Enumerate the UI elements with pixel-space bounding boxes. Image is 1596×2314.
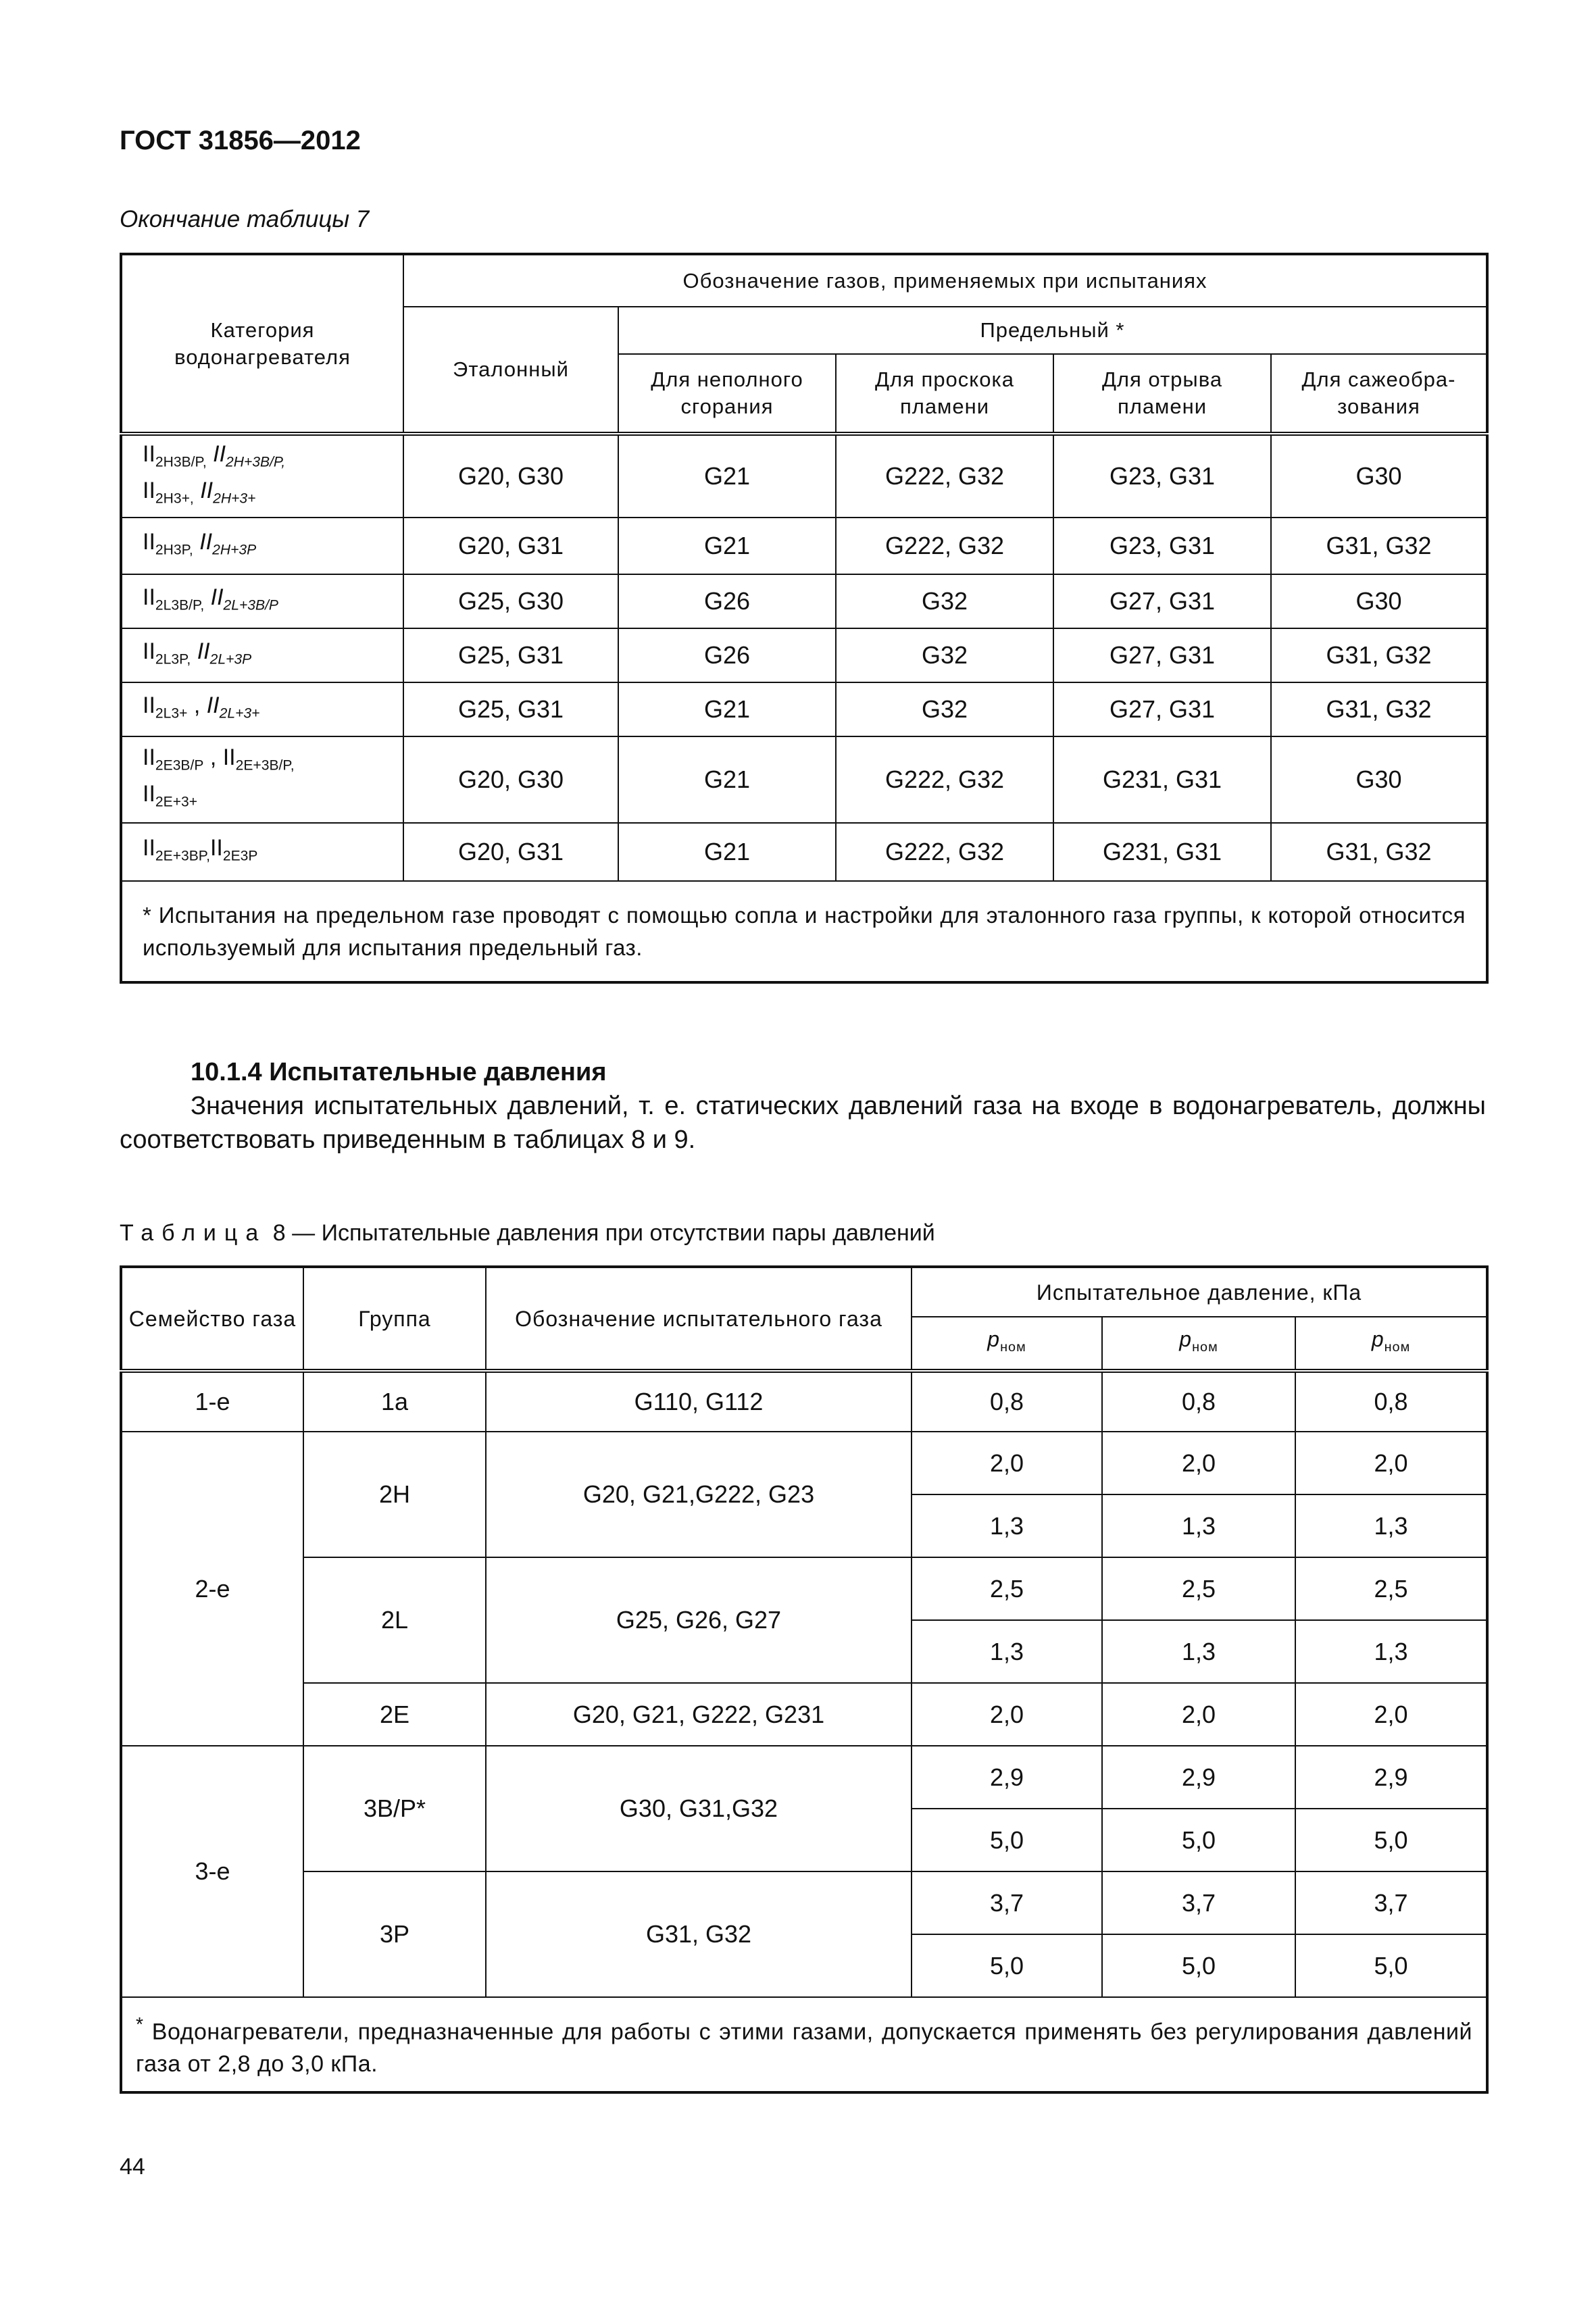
table-row — [121, 574, 1487, 628]
table7-liftoff-cell: G231, G31 — [1053, 736, 1271, 823]
table8-pressure-cell: 2,0 — [1295, 1683, 1487, 1746]
table8-pressure-cell: 2,9 — [1295, 1746, 1487, 1809]
table7-header-flashback: Для проскока пламени — [836, 354, 1053, 434]
table8-pressure-cell: 3,7 — [912, 1871, 1102, 1934]
table8-family-cell: 2-е — [121, 1432, 303, 1746]
table8-group-cell: 1a — [303, 1371, 486, 1432]
table8-gas-cell: G20, G21,G222, G23 — [486, 1432, 912, 1557]
table-row — [121, 823, 1487, 881]
table7-incomplete-cell: G21 — [618, 736, 836, 823]
table8-gas-cell: G25, G26, G27 — [486, 1557, 912, 1683]
table7-header-limit: Предельный * — [618, 307, 1487, 354]
table7-category-cell: $II_{2E3B/P}$ , $II_{2E+3B/P,}$ $II_{2E+3+}$ — [121, 736, 403, 823]
table8-pressure-cell: 2,0 — [912, 1432, 1102, 1494]
table7-category-cell: $II_{2L3P,}$ $II_{2L+3P}$ — [121, 628, 403, 682]
table8-pressure-cell: 5,0 — [912, 1934, 1102, 1997]
table-row — [121, 1371, 1487, 1432]
table7-header-liftoff: Для отрыва пламени — [1053, 354, 1271, 434]
table7-incomplete-cell: G21 — [618, 518, 836, 574]
table8-caption: Таблица 8 — Испытательные давления при отсутствии пары давлений — [120, 1220, 935, 1246]
table8-pressure-cell: 2,0 — [1102, 1683, 1295, 1746]
table7-liftoff-cell: G27, G31 — [1053, 628, 1271, 682]
table8-gas-cell: G20, G21, G222, G231 — [486, 1683, 912, 1746]
table8-pressure-cell: 2,5 — [912, 1557, 1102, 1620]
table8-pressure-cell: 1,3 — [912, 1620, 1102, 1683]
table7-category-cell: $II_{2H3P,}$ $II_{2H+3P}$ — [121, 518, 403, 574]
table8-pressure-cell: 2,5 — [1295, 1557, 1487, 1620]
table8-header-p-nom: $p_{ном}$ — [912, 1317, 1102, 1371]
table8-pressure-cell: 5,0 — [1102, 1809, 1295, 1871]
table7 — [120, 253, 1489, 984]
table7-incomplete-cell: G21 — [618, 823, 836, 881]
table7-header-reference: Эталонный — [403, 307, 618, 434]
table7-reference-cell: G20, G31 — [403, 823, 618, 881]
table7-reference-cell: G25, G31 — [403, 682, 618, 736]
table8-pressure-cell: 2,0 — [1102, 1432, 1295, 1494]
table7-incomplete-cell: G26 — [618, 574, 836, 628]
table7-liftoff-cell: G27, G31 — [1053, 574, 1271, 628]
table7-liftoff-cell: G23, G31 — [1053, 518, 1271, 574]
table7-soot-cell: G30 — [1271, 574, 1487, 628]
table8-header-p-nom: $p_{ном}$ — [1295, 1317, 1487, 1371]
table8-gas-cell: G110, G112 — [486, 1371, 912, 1432]
table8-pressure-cell: 1,3 — [912, 1494, 1102, 1557]
table7-category-cell: $II_{2L3+}$ , $II_{2L+3+}$ — [121, 682, 403, 736]
table8-pressure-cell: 2,9 — [1102, 1746, 1295, 1809]
table7-caption: Окончание таблицы 7 — [120, 206, 370, 232]
table8-pressure-cell: 5,0 — [912, 1809, 1102, 1871]
table8-pressure-cell: 2,9 — [912, 1746, 1102, 1809]
table7-header-soot: Для сажеобра-зования — [1271, 354, 1487, 434]
table-row — [121, 1746, 1487, 1809]
table7-flashback-cell: G32 — [836, 682, 1053, 736]
table7-header-gases: Обозначение газов, применяемых при испытаниях — [403, 254, 1487, 307]
table7-liftoff-cell: G231, G31 — [1053, 823, 1271, 881]
table8-group-cell: 2L — [303, 1557, 486, 1683]
table8-pressure-cell: 2,0 — [912, 1683, 1102, 1746]
table7-flashback-cell: G32 — [836, 574, 1053, 628]
table8-pressure-cell: 3,7 — [1295, 1871, 1487, 1934]
table7-soot-cell: G31, G32 — [1271, 682, 1487, 736]
table-row — [121, 1871, 1487, 1934]
table7-reference-cell: G20, G31 — [403, 518, 618, 574]
table7-incomplete-cell: G21 — [618, 434, 836, 518]
table7-flashback-cell: G32 — [836, 628, 1053, 682]
table-row — [121, 628, 1487, 682]
table8-footnote: * Водонагреватели, предназначенные для работы с этими газами, допускается применять без регулирования давлений газа от 2,8 до 3,0 кПа. — [121, 1997, 1487, 2092]
table7-reference-cell: G20, G30 — [403, 434, 618, 518]
table8-group-cell: 3P — [303, 1871, 486, 1997]
table8-pressure-cell: 2,5 — [1102, 1557, 1295, 1620]
table-row — [121, 1683, 1487, 1746]
table8-pressure-cell: 1,3 — [1102, 1494, 1295, 1557]
section-title: 10.1.4 Испытательные давления — [191, 1058, 607, 1086]
table8-header-family: Семейство газа — [121, 1267, 303, 1371]
table8 — [120, 1265, 1489, 2094]
table-row — [121, 1432, 1487, 1494]
table8-pressure-cell: 0,8 — [1295, 1371, 1487, 1432]
table8-pressure-cell: 0,8 — [912, 1371, 1102, 1432]
table8-pressure-cell: 5,0 — [1295, 1809, 1487, 1871]
table7-incomplete-cell: G26 — [618, 628, 836, 682]
table7-liftoff-cell: G23, G31 — [1053, 434, 1271, 518]
table7-header-category: Категория водонагревателя — [121, 254, 403, 434]
page-number: 44 — [120, 2154, 145, 2180]
table8-header-group: Группа — [303, 1267, 486, 1371]
table7-flashback-cell: G222, G32 — [836, 518, 1053, 574]
table8-pressure-cell: 1,3 — [1295, 1494, 1487, 1557]
table7-liftoff-cell: G27, G31 — [1053, 682, 1271, 736]
table8-pressure-cell: 1,3 — [1102, 1620, 1295, 1683]
table8-family-cell: 1-е — [121, 1371, 303, 1432]
table7-reference-cell: G20, G30 — [403, 736, 618, 823]
table7-soot-cell: G31, G32 — [1271, 628, 1487, 682]
table8-group-cell: 3B/P* — [303, 1746, 486, 1871]
table8-group-cell: 2E — [303, 1683, 486, 1746]
section-paragraph: Значения испытательных давлений, т. е. статических давлений газа на входе в водонагреватель, должны соответствовать приведенным в таблицах 8 и 9. — [120, 1092, 1486, 1154]
table7-header-incomplete: Для неполного сгорания — [618, 354, 836, 434]
table8-pressure-cell: 2,0 — [1295, 1432, 1487, 1494]
table7-category-cell: $II_{2H3B/P,}$ $II_{2H+3B/P,}$ $II_{2H3+,}$ $II_{2H+3+}$ — [121, 434, 403, 518]
table8-gas-cell: G30, G31,G32 — [486, 1746, 912, 1871]
table8-gas-cell: G31, G32 — [486, 1871, 912, 1997]
table8-pressure-cell: 5,0 — [1102, 1934, 1295, 1997]
table8-pressure-cell: 5,0 — [1295, 1934, 1487, 1997]
table8-header-pressure: Испытательное давление, кПа — [912, 1267, 1487, 1317]
table8-pressure-cell: 0,8 — [1102, 1371, 1295, 1432]
table7-soot-cell: G31, G32 — [1271, 823, 1487, 881]
table7-soot-cell: G30 — [1271, 736, 1487, 823]
table-row — [121, 434, 1487, 518]
table-row — [121, 518, 1487, 574]
table7-incomplete-cell: G21 — [618, 682, 836, 736]
table7-flashback-cell: G222, G32 — [836, 736, 1053, 823]
table7-soot-cell: G31, G32 — [1271, 518, 1487, 574]
table8-group-cell: 2H — [303, 1432, 486, 1557]
table8-header-p-nom: $p_{ном}$ — [1102, 1317, 1295, 1371]
table8-pressure-cell: 3,7 — [1102, 1871, 1295, 1934]
table-row — [121, 1557, 1487, 1620]
table7-reference-cell: G25, G30 — [403, 574, 618, 628]
table-row — [121, 682, 1487, 736]
table8-header-gas: Обозначение испытательного газа — [486, 1267, 912, 1371]
table7-flashback-cell: G222, G32 — [836, 434, 1053, 518]
table7-footnote: * Испытания на предельном газе проводят с помощью сопла и настройки для эталонного газа группы, к которой относится используемый для испытания предельный газ. — [121, 881, 1487, 982]
table7-flashback-cell: G222, G32 — [836, 823, 1053, 881]
table8-pressure-cell: 1,3 — [1295, 1620, 1487, 1683]
table-row — [121, 736, 1487, 823]
table7-category-cell: $II_{2L3B/P,}$ $II_{2L+3B/P}$ — [121, 574, 403, 628]
table7-soot-cell: G30 — [1271, 434, 1487, 518]
table7-reference-cell: G25, G31 — [403, 628, 618, 682]
table7-category-cell: $II_{2E+3BP,}II_{2E3P}$ — [121, 823, 403, 881]
document-code: ГОСТ 31856—2012 — [120, 126, 361, 155]
table8-family-cell: 3-е — [121, 1746, 303, 1997]
